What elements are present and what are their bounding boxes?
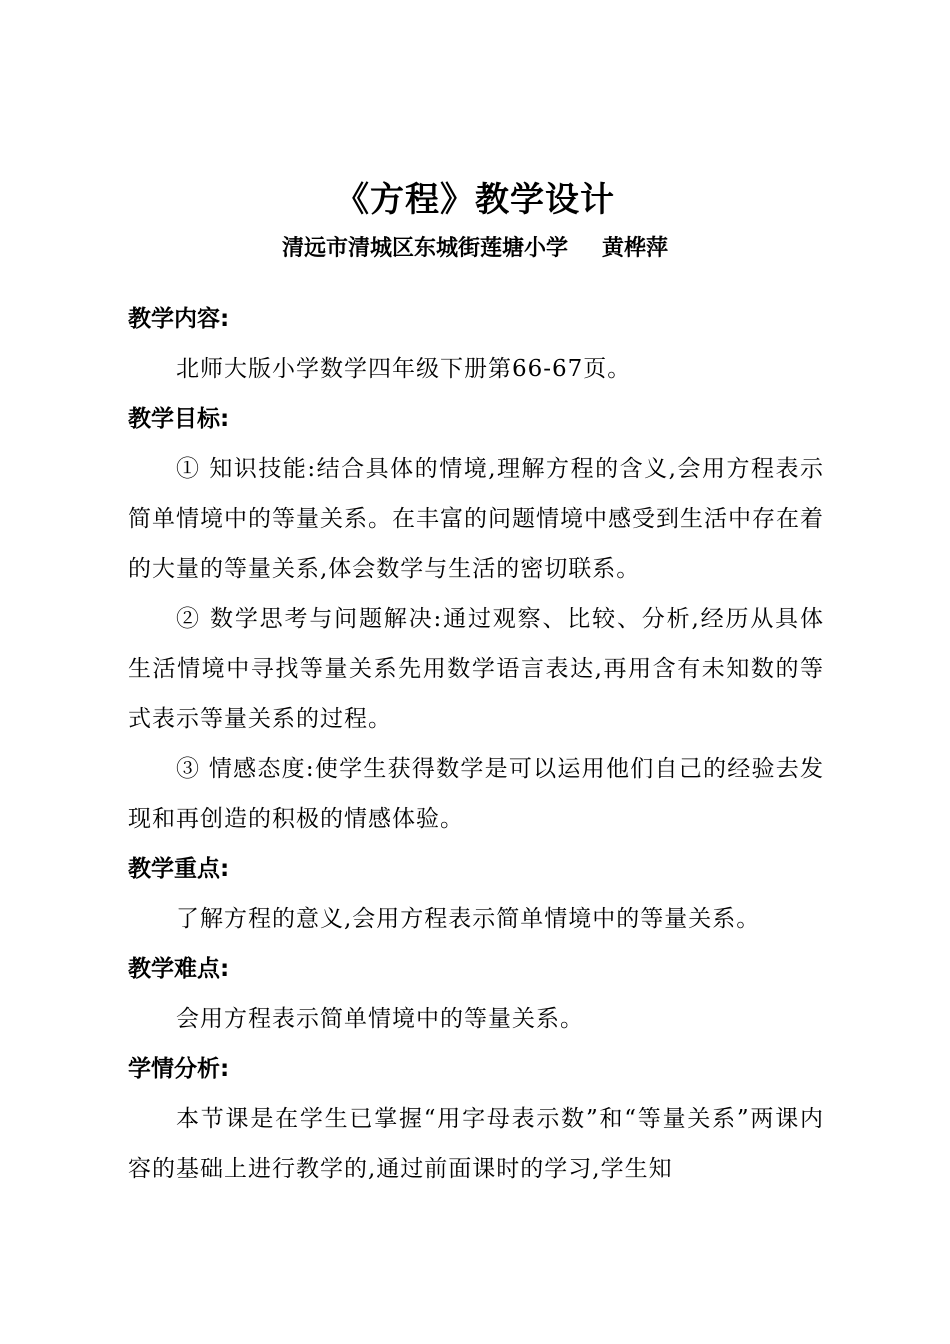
author-school: 清远市清城区东城街莲塘小学 <box>281 236 568 261</box>
section-paragraph: 北师大版小学数学四年级下册第66-67页。 <box>176 356 632 382</box>
document-body <box>128 294 824 1194</box>
document-title: 《方程》教学设计 <box>335 180 615 220</box>
document-author <box>0 232 950 266</box>
section-heading: 教学内容: <box>128 306 230 332</box>
section-paragraph: ③ 情感态度:使学生获得数学是可以运用他们自己的经验去发现和再创造的积极的情感体验。 <box>128 756 824 832</box>
section-paragraph: 会用方程表示简单情境中的等量关系。 <box>176 1006 584 1032</box>
section-heading: 教学目标: <box>128 406 230 432</box>
section-paragraph: ② 数学思考与问题解决:通过观察、比较、分析,经历从具体生活情境中寻找等量关系先用数学语言表达,再用含有未知数的等式表示等量关系的过程。 <box>128 606 824 732</box>
section-paragraph: 本节课是在学生已掌握“用字母表示数”和“等量关系”两课内容的基础上进行教学的,通过前面课时的学习,学生知 <box>128 1106 824 1182</box>
section-teaching-goals <box>128 394 824 844</box>
section-heading: 学情分析: <box>128 1056 230 1082</box>
section-learner-analysis <box>128 1044 824 1194</box>
section-teaching-key-points <box>128 844 824 944</box>
author-name: 黄桦萍 <box>602 236 669 261</box>
section-paragraph: ① 知识技能:结合具体的情境,理解方程的含义,会用方程表示简单情境中的等量关系。在丰富的问题情境中感受到生活中存在着的大量的等量关系,体会数学与生活的密切联系。 <box>128 456 824 582</box>
section-heading: 教学难点: <box>128 956 230 982</box>
section-teaching-content <box>128 294 824 394</box>
section-paragraph: 了解方程的意义,会用方程表示简单情境中的等量关系。 <box>176 906 761 932</box>
section-heading: 教学重点: <box>128 856 230 882</box>
section-teaching-difficulties <box>128 944 824 1044</box>
